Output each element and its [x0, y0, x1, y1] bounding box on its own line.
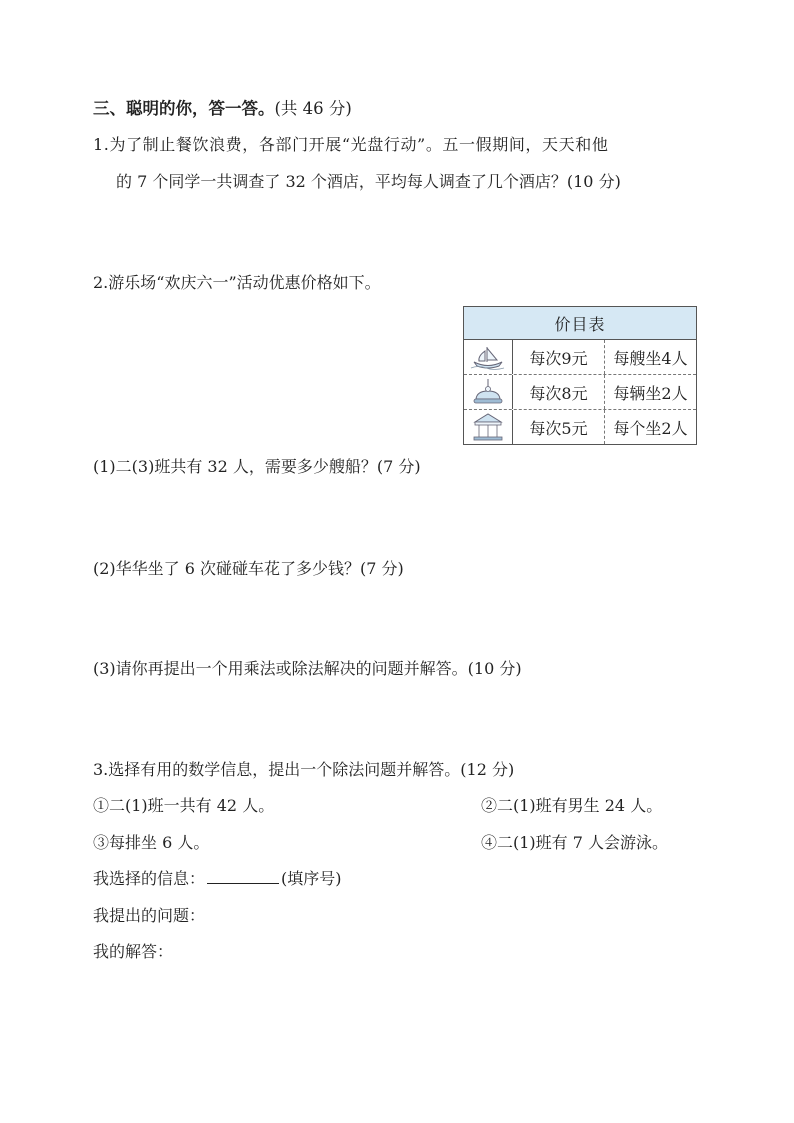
question-2-sub-2: (2)华华坐了 6 次碰碰车花了多少钱？(7 分): [93, 559, 404, 578]
selected-info-blank[interactable]: [207, 869, 279, 884]
info-option-1: ①二(1)班一共有 42 人。: [93, 796, 275, 815]
my-question-label: 我提出的问题：: [93, 906, 206, 925]
capacity-value: 每辆坐2人: [613, 383, 688, 403]
question-2-intro: 2.游乐场“欢庆六一”活动优惠价格如下。: [93, 273, 381, 292]
capacity-value: 每个坐2人: [613, 418, 688, 438]
question-2-sub-3: (3)请你再提出一个用乘法或除法解决的问题并解答。(10 分): [93, 659, 522, 678]
capacity-value: 每艘坐4人: [613, 348, 688, 368]
question-3-intro: 3.选择有用的数学信息，提出一个除法问题并解答。(12 分): [93, 760, 515, 779]
question-1-line-2: 的 7 个同学一共调查了 32 个酒店，平均每人调查了几个酒店？(10 分): [116, 172, 621, 191]
section-title: [93, 98, 352, 120]
my-answer-label: 我的解答：: [93, 942, 174, 961]
selected-info-hint: (填序号): [281, 869, 342, 888]
price-row-carousel: [464, 409, 696, 444]
carousel-icon: [464, 410, 513, 444]
price-value: 每次9元: [513, 340, 605, 374]
info-option-4: ④二(1)班有 7 人会游泳。: [481, 833, 669, 852]
price-value: 每次8元: [513, 375, 605, 409]
question-1-line-1: 1.为了制止餐饮浪费，各部门开展“光盘行动”。五一假期间，天天和他: [93, 135, 609, 154]
section-title-text: 三、聪明的你，答一答。: [93, 99, 275, 118]
selected-info-row: [93, 868, 342, 890]
price-table-title: 价目表: [464, 307, 696, 340]
boat-icon: [464, 340, 513, 374]
question-2-sub-1: (1)二(3)班共有 32 人，需要多少艘船？(7 分): [93, 457, 421, 476]
price-row-boat: [464, 340, 696, 374]
price-row-bumper-car: [464, 374, 696, 409]
bumper-car-icon: [464, 375, 513, 409]
price-table: [463, 306, 697, 445]
info-option-3: ③每排坐 6 人。: [93, 833, 210, 852]
section-score: (共 46 分): [274, 99, 352, 118]
info-option-2: ②二(1)班有男生 24 人。: [481, 796, 663, 815]
price-value: 每次5元: [513, 410, 605, 444]
selected-info-label: 我选择的信息：: [93, 869, 206, 888]
